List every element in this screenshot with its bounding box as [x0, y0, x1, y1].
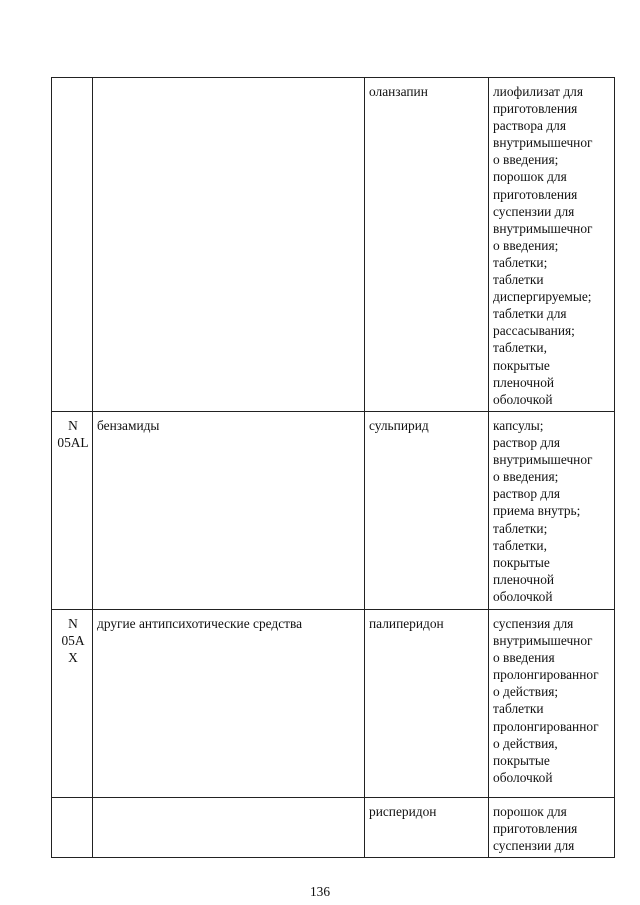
- page-number: 136: [309, 884, 331, 899]
- group-name-cell: другие антипсихотические средства: [93, 610, 365, 798]
- group-name-cell: бензамиды: [93, 412, 365, 610]
- atc-code-cell: [52, 798, 93, 858]
- atc-code-cell: [52, 78, 93, 412]
- dosage-form-cell: капсулы; раствор для внутримышечног о введения; раствор для приема внутрь; таблетки; таблетки, покрытые пленочной оболочкой: [489, 412, 615, 610]
- table-row: [52, 610, 615, 798]
- group-name-cell: [93, 78, 365, 412]
- atc-code-cell: N 05A X: [52, 610, 93, 798]
- table-row: [52, 798, 615, 858]
- substance-cell: рисперидон: [365, 798, 489, 858]
- dosage-form-cell: порошок для приготовления суспензии для: [489, 798, 615, 858]
- table-row: [52, 78, 615, 412]
- drug-table: [51, 77, 615, 858]
- atc-code-cell: N 05AL: [52, 412, 93, 610]
- group-name-cell: [93, 798, 365, 858]
- dosage-form-cell: лиофилизат для приготовления раствора для внутримышечног о введения; порошок для приготовления суспензии для внутримышечног о введения; таблетки; таблетки диспергируемые; таблетки для рассасывания; таблетки, покрытые пленочной оболочкой: [489, 78, 615, 412]
- substance-cell: палиперидон: [365, 610, 489, 798]
- dosage-form-cell: суспензия для внутримышечног о введения пролонгированног о действия; таблетки пролонгированног о действия, покрытые оболочкой: [489, 610, 615, 798]
- substance-cell: сульпирид: [365, 412, 489, 610]
- table-row: [52, 412, 615, 610]
- substance-cell: оланзапин: [365, 78, 489, 412]
